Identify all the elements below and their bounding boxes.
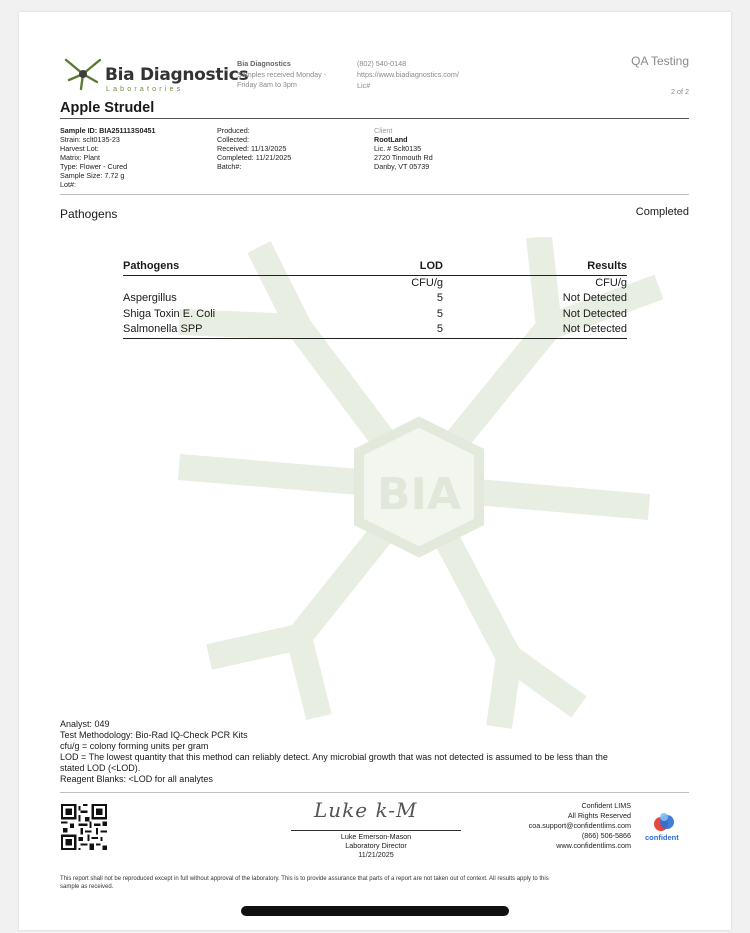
lims-info [529, 801, 631, 851]
lims-phone: (866) 506-5866 [581, 831, 631, 840]
section-title: Pathogens [60, 207, 118, 221]
disclaimer-line-1: This report shall not be reproduced except in full without approval of the laboratory. This is to provide assurance that parts of a report are not taken out of context. All results apply to this [60, 876, 549, 882]
result-cell: Not Detected [443, 322, 627, 338]
confident-logo-icon [651, 812, 677, 834]
lab-phone: (802) 540-0148 [357, 59, 407, 68]
lims-email[interactable]: coa.support@confidentlims.com [528, 821, 631, 830]
client-info [374, 126, 433, 171]
analyte-cell: Shiga Toxin E. Coli [123, 307, 216, 320]
signatory [291, 832, 461, 859]
lab-name: Bia Diagnostics [237, 59, 291, 68]
lims-name: Confident LIMS [581, 801, 631, 810]
signature-script: Luke k-M [314, 798, 418, 822]
lab-license: Lic# [357, 81, 371, 90]
page-number: 2 of 2 [671, 87, 689, 96]
logo-name: Bia Diagnostics [105, 65, 249, 85]
client-label: Client [374, 126, 393, 135]
collected-date: Collected: [217, 135, 249, 144]
signatory-name: Luke Emerson-Mason [340, 832, 412, 841]
signatory-title: Laboratory Director [345, 841, 407, 850]
produced-date: Produced: [217, 126, 250, 135]
qr-code[interactable] [61, 804, 107, 850]
cfu-definition: cfu/g = colony forming units per gram [60, 741, 209, 751]
analyte-cell: Salmonella SPP [123, 322, 303, 338]
batch-number: Batch#: [217, 162, 242, 171]
column-header-lod: LOD [303, 259, 443, 275]
signature-date: 11/21/2025 [358, 850, 394, 859]
footer-rule [60, 792, 689, 793]
lod-cell: 5 [436, 307, 443, 320]
watermark-arm [509, 657, 579, 707]
received-date: Received: 11/13/2025 [217, 144, 287, 153]
section-status: Completed [635, 206, 689, 218]
client-license: Lic. # Sclt0135 [374, 144, 422, 153]
watermark-text: BIA [377, 469, 461, 520]
method-notes [60, 719, 690, 785]
result-cell: Not Detected [562, 307, 627, 320]
sample-lot: Lot#: [60, 180, 76, 189]
sample-type: Type: Flower - Cured [60, 162, 128, 171]
bia-logo-icon [61, 56, 105, 92]
lod-definition-2: stated LOD (<LOD). [60, 763, 141, 773]
disclaimer [60, 876, 690, 891]
analyst-line: Analyst: 049 [60, 719, 110, 729]
sample-size: Sample Size: 7.72 g [60, 171, 125, 180]
pathogens-table [123, 259, 627, 339]
product-name: Apple Strudel [60, 100, 155, 116]
report-page [19, 12, 731, 930]
lod-cell: 5 [436, 292, 443, 305]
result-cell: Not Detected [562, 292, 627, 305]
home-indicator[interactable] [241, 906, 509, 916]
table-row [123, 322, 627, 338]
column-header-pathogens: Pathogens [123, 259, 303, 275]
info-rule [60, 194, 689, 195]
methodology-line: Test Methodology: Bio-Rad IQ-Check PCR Kits [60, 730, 248, 740]
table-row [123, 291, 627, 307]
sample-matrix: Matrix: Plant [60, 153, 100, 162]
client-name: RootLand [374, 135, 408, 144]
lab-hours-2: Friday 8am to 3pm [237, 80, 297, 89]
sample-dates [217, 126, 291, 171]
reagent-blanks: Reagent Blanks: <LOD for all analytes [60, 774, 213, 784]
disclaimer-line-2: sample as received. [60, 883, 114, 890]
lod-cell: 5 [303, 322, 443, 338]
client-address-2: Danby, VT 05739 [374, 162, 430, 171]
lims-rights: All Rights Reserved [567, 811, 631, 820]
sample-strain: Strain: sclt0135-23 [60, 135, 120, 144]
lod-definition-1: LOD = The lowest quantity that this method can reliably detect. Any microbial growth that was not detected is assumed to be less than the [60, 752, 608, 762]
analyte-cell: Aspergillus [123, 292, 177, 305]
client-address-1: 2720 Tinmouth Rd [374, 153, 433, 162]
sample-id: Sample ID: BIA251113S0451 [60, 126, 156, 135]
completed-date: Completed: 11/21/2025 [217, 153, 292, 162]
unit-cell: CFU/g [595, 276, 627, 289]
lab-website: https://www.biadiagnostics.com/ [357, 70, 459, 79]
header-rule [60, 118, 689, 119]
unit-cell: CFU/g [411, 276, 443, 289]
column-header-results: Results [443, 259, 627, 275]
logo-subtitle: Laboratories [106, 86, 184, 93]
signature-line [291, 830, 461, 831]
table-header-row [123, 259, 627, 275]
confident-logo-text: confident [645, 833, 679, 842]
sample-info [60, 126, 156, 189]
table-units-row [123, 275, 627, 291]
lab-hours-1: Samples received Monday - [237, 70, 327, 79]
report-type: QA Testing [631, 54, 689, 68]
unit-cell [123, 275, 303, 291]
watermark-arm [299, 637, 319, 717]
table-row [123, 307, 627, 323]
watermark-arm [209, 637, 299, 657]
lims-website[interactable]: www.confidentlims.com [556, 841, 631, 850]
sample-harvest-lot: Harvest Lot: [60, 144, 99, 153]
